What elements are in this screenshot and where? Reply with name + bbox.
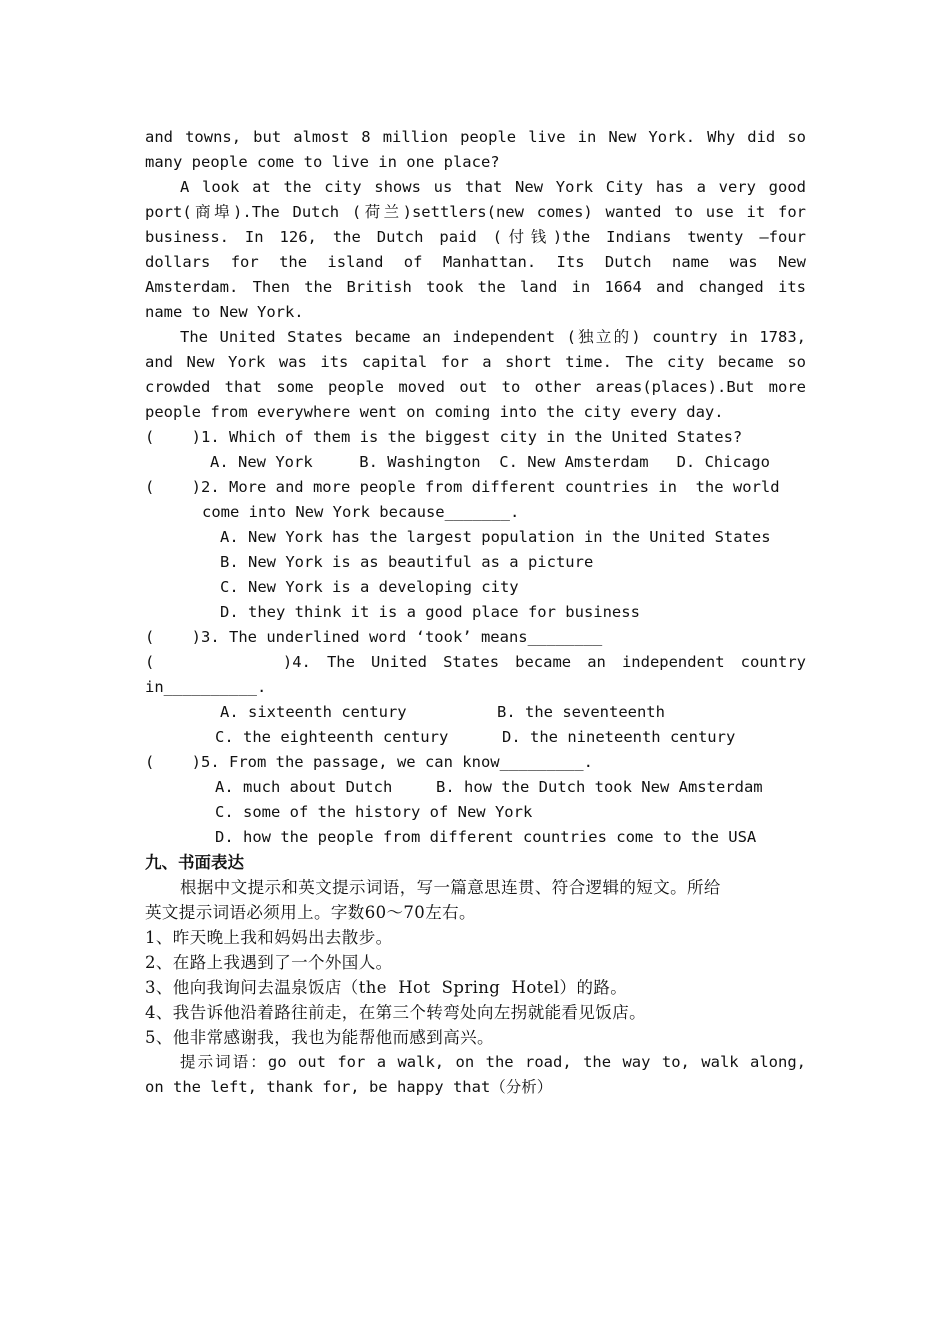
question-4-option-c: C. the eighteenth century (215, 728, 449, 746)
question-1-stem: ( )1. Which of them is the biggest city in the United States? (145, 428, 743, 446)
writing-point-3: 3、他向我询问去温泉饭店（the Hot Spring Hotel）的路。 (145, 978, 628, 997)
question-4-option-d: D. the nineteenth century (502, 728, 736, 746)
writing-hint-words-continued: on the left, thank for, be happy that（分析） (145, 1078, 553, 1096)
writing-hint-words: 提示词语：go out for a walk, on the road, the way to, walk along, (180, 1053, 806, 1071)
passage-line: people from everywhere went on coming into the city every day. (145, 403, 724, 421)
passage-line: The United States became an independent (独立的) country in 1783, (180, 328, 806, 346)
question-5-option-b: B. how the Dutch took New Amsterdam (436, 778, 763, 796)
question-3-stem: ( )3. The underlined word ‘took’ means________ (145, 628, 603, 646)
question-2-option-c: C. New York is a developing city (220, 578, 519, 596)
question-2-stem: ( )2. More and more people from different countries in the world (145, 478, 780, 496)
passage-line: many people come to live in one place? (145, 153, 500, 171)
question-2-option-b: B. New York is as beautiful as a picture (220, 553, 594, 571)
passage-line: name to New York. (145, 303, 304, 321)
question-4-option-b: B. the seventeenth (497, 703, 665, 721)
writing-point-1: 1、昨天晚上我和妈妈出去散步。 (145, 928, 393, 947)
writing-point-4: 4、我告诉他沿着路往前走，在第三个转弯处向左拐就能看见饭店。 (145, 1003, 646, 1022)
passage-line: A look at the city shows us that New York City has a very good (180, 178, 806, 196)
writing-instructions-continued: 英文提示词语必须用上。字数60～70左右。 (145, 903, 476, 922)
question-1-options: A. New York B. Washington C. New Amsterdam D. Chicago (210, 453, 770, 471)
passage-line: and towns, but almost 8 million people live in New York. Why did so (145, 128, 806, 146)
passage-line: Amsterdam. Then the British took the land in 1664 and changed its (145, 278, 806, 296)
writing-point-5: 5、他非常感谢我，我也为能帮他而感到高兴。 (145, 1028, 494, 1047)
question-2-option-d: D. they think it is a good place for business (220, 603, 640, 621)
passage-line: and New York was its capital for a short time. The city became so (145, 353, 806, 371)
passage-line: business. In 126, the Dutch paid (付钱)the Indians twenty –four (145, 228, 806, 246)
writing-point-2: 2、在路上我遇到了一个外国人。 (145, 953, 393, 972)
passage-line: dollars for the island of Manhattan. Its Dutch name was New (145, 253, 806, 271)
section-heading-writing: 九、书面表达 (145, 853, 244, 872)
passage-line: port(商埠).The Dutch (荷兰)settlers(new comes) wanted to use it for (145, 203, 806, 221)
writing-instructions: 根据中文提示和英文提示词语，写一篇意思连贯、符合逻辑的短文。所给 (180, 878, 721, 897)
question-2-stem-continued: come into New York because_______. (202, 503, 520, 521)
question-2-option-a: A. New York has the largest population in the United States (220, 528, 771, 546)
question-5-option-d: D. how the people from different countries come to the USA (215, 828, 757, 846)
question-5-stem: ( )5. From the passage, we can know_________. (145, 753, 593, 771)
question-4-stem: ( )4. The United States became an independent country (145, 653, 806, 671)
question-4-stem-continued: in__________. (145, 678, 267, 696)
question-5-option-a: A. much about Dutch (215, 778, 393, 796)
question-4-option-a: A. sixteenth century (220, 703, 407, 721)
question-5-option-c: C. some of the history of New York (215, 803, 533, 821)
passage-line: crowded that some people moved out to other areas(places).But more (145, 378, 806, 396)
